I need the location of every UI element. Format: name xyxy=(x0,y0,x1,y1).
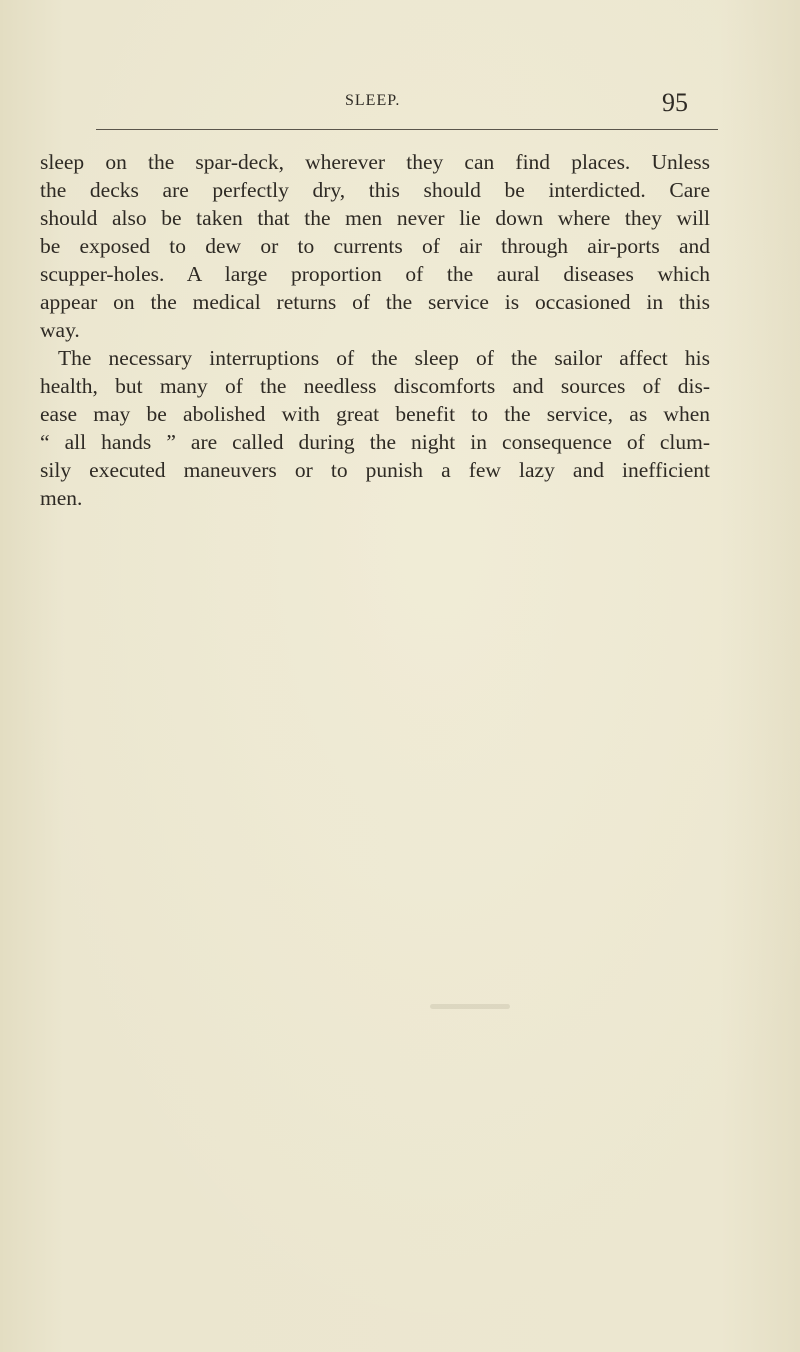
text-line: “ all hands ” are called during the night in consequence of clum- xyxy=(40,430,710,454)
text-line: sily executed maneuvers or to punish a few lazy and inefficient xyxy=(40,458,710,482)
paper-stain xyxy=(430,1004,510,1009)
paragraph-1 xyxy=(40,148,710,344)
running-head xyxy=(0,88,800,128)
text-line: way. xyxy=(40,318,80,342)
text-line: sleep on the spar-deck, wherever they can find places. Unless xyxy=(40,150,710,174)
text-line: scupper-holes. A large proportion of the aural diseases which xyxy=(40,262,710,286)
page-number: 95 xyxy=(662,88,688,117)
text-line: the decks are perfectly dry, this should be interdicted. Care xyxy=(40,178,710,202)
paragraph-2 xyxy=(40,344,710,512)
header-rule xyxy=(96,129,718,130)
text-line: ease may be abolished with great benefit to the service, as when xyxy=(40,402,710,426)
text-line: The necessary interruptions of the sleep of the sailor affect his xyxy=(58,346,710,370)
text-line: men. xyxy=(40,486,83,510)
text-line: appear on the medical returns of the service is occasioned in this xyxy=(40,290,710,314)
running-head-title: SLEEP. xyxy=(345,92,401,109)
text-line: be exposed to dew or to currents of air through air-ports and xyxy=(40,234,710,258)
text-line: health, but many of the needless discomforts and sources of dis- xyxy=(40,374,710,398)
text-line: should also be taken that the men never lie down where they will xyxy=(40,206,710,230)
body-text xyxy=(40,148,710,512)
